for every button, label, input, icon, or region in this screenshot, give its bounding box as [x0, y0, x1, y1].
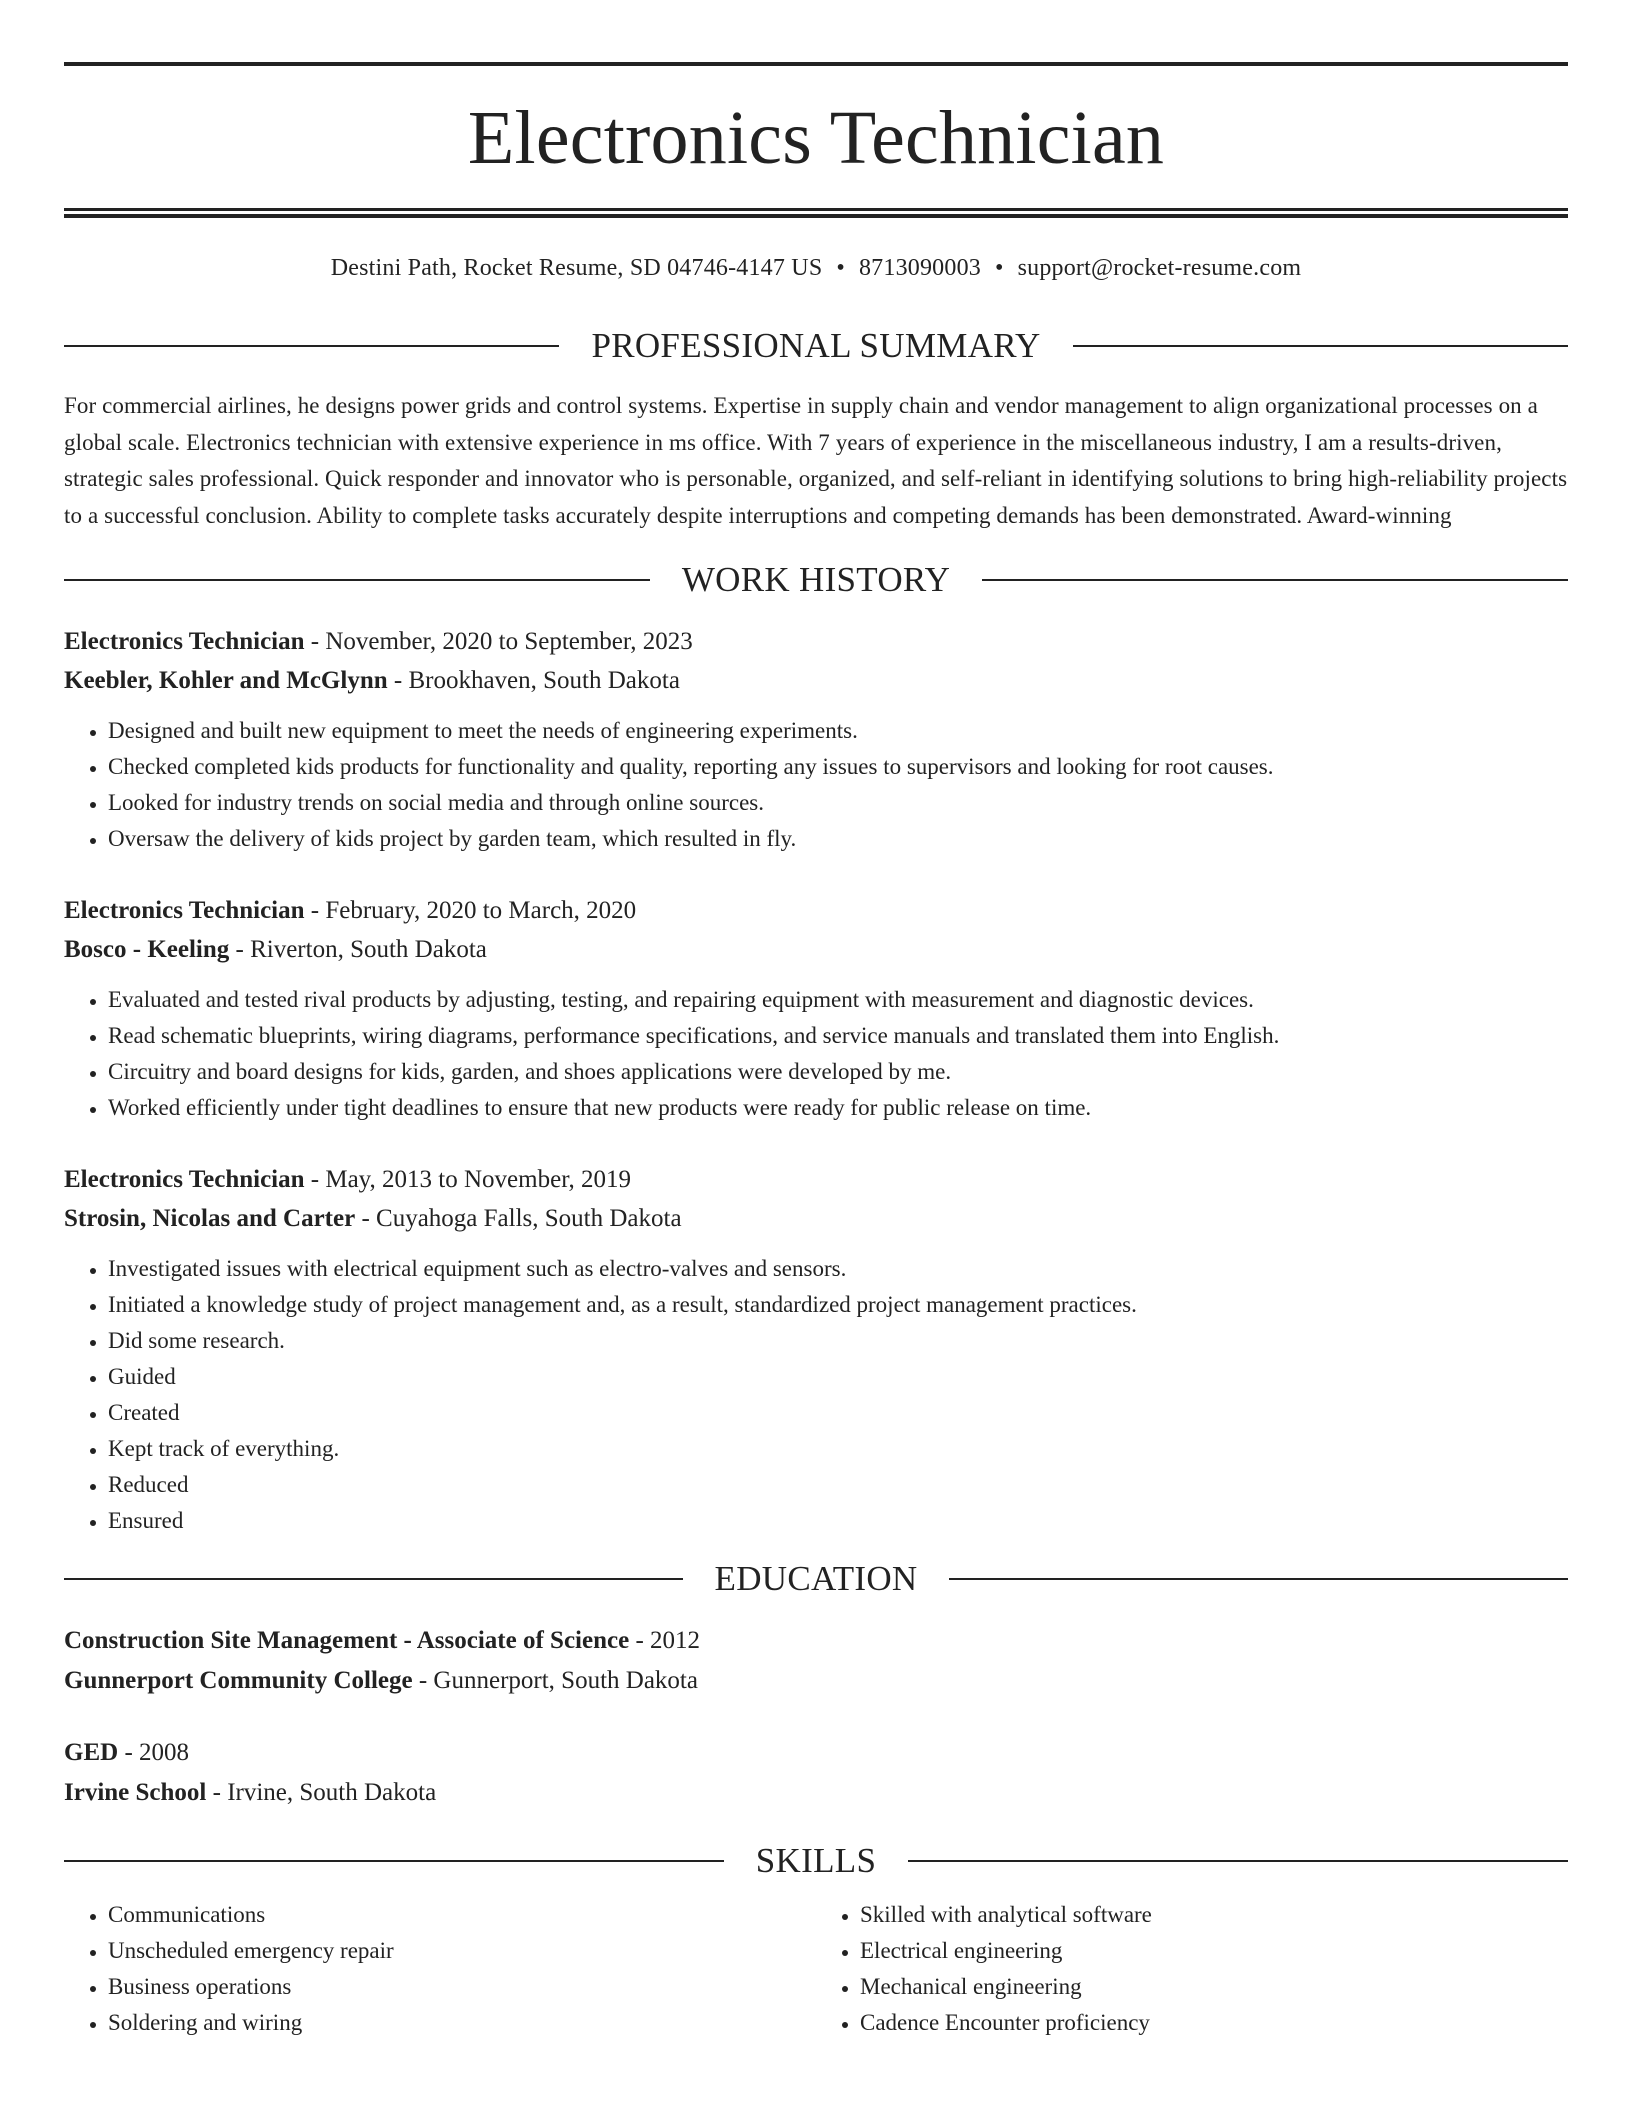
contact-address: Destini Path, Rocket Resume, SD 04746-4147 US: [330, 255, 823, 281]
skill-item: • Mechanical engineering: [860, 1969, 1568, 2005]
heading-rule-right: [949, 1578, 1568, 1580]
heading-rule-right: [908, 1860, 1568, 1862]
heading-rule-left: [64, 1860, 724, 1862]
skill-item: • Soldering and wiring: [108, 2005, 816, 2041]
job-bullet: • Guided: [108, 1359, 1568, 1395]
section-title: WORK HISTORY: [681, 560, 951, 599]
education-school-line: [64, 1661, 1568, 1701]
job-title-line: [64, 622, 1568, 661]
contact-separator: •: [836, 255, 845, 281]
contact-email: support@rocket-resume.com: [1017, 255, 1302, 281]
job-dates: - May, 2013 to November, 2019: [304, 1166, 632, 1193]
job-bullet: • Kept track of everything.: [108, 1431, 1568, 1467]
education-degree: GED: [64, 1739, 119, 1766]
heading-rule-left: [64, 579, 650, 581]
job-bullet: • Worked efficiently under tight deadlines to ensure that new products were ready for public release on time.: [108, 1090, 1568, 1126]
job-company-line: [64, 1199, 1568, 1238]
education-location: - Gunnerport, South Dakota: [412, 1667, 698, 1694]
heading-rule-right: [982, 579, 1568, 581]
section-title: EDUCATION: [714, 1559, 918, 1598]
job-bullet: • Investigated issues with electrical equipment such as electro-valves and sensors.: [108, 1251, 1568, 1287]
resume-page: [64, 62, 1568, 2041]
heading-rule-left: [64, 345, 559, 347]
job-bullet: • Oversaw the delivery of kids project by garden team, which resulted in fly.: [108, 821, 1568, 857]
heading-rule-right: [1073, 345, 1568, 347]
education-list: [64, 1621, 1568, 1813]
section-heading-summary: [64, 326, 1568, 366]
job-bullet: • Did some research.: [108, 1323, 1568, 1359]
job-bullet: • Checked completed kids products for functionality and quality, reporting any issues to supervisors and looking for root causes.: [108, 749, 1568, 785]
job-company-line: [64, 930, 1568, 969]
work-history-list: [64, 622, 1568, 1539]
header-bottom-rule: [64, 208, 1568, 218]
job-bullet: • Ensured: [108, 1503, 1568, 1539]
education-year: - 2012: [629, 1627, 701, 1654]
education-entry: [64, 1733, 1568, 1813]
job-role: Electronics Technician: [64, 1166, 305, 1193]
contact-line: [64, 252, 1568, 284]
job-bullet: • Reduced: [108, 1467, 1568, 1503]
job-bullet: • Looked for industry trends on social media and through online sources.: [108, 785, 1568, 821]
education-degree: Construction Site Management - Associate of Science: [64, 1627, 630, 1654]
skill-item: • Unscheduled emergency repair: [108, 1933, 816, 1969]
education-year: - 2008: [118, 1739, 190, 1766]
job-bullet: • Evaluated and tested rival products by adjusting, testing, and repairing equipment with measurement and diagnostic devices.: [108, 982, 1568, 1018]
job-location: - Cuyahoga Falls, South Dakota: [355, 1205, 682, 1232]
education-degree-line: [64, 1621, 1568, 1661]
job-bullets: [64, 1251, 1568, 1539]
job-company-line: [64, 661, 1568, 700]
job-title-line: [64, 1160, 1568, 1199]
job-entry: [64, 622, 1568, 857]
job-bullet: • Initiated a knowledge study of project management and, as a result, standardized project management practices.: [108, 1287, 1568, 1323]
job-company: Bosco - Keeling: [64, 936, 230, 963]
job-bullets: [64, 982, 1568, 1126]
skills-columns: [64, 1903, 1568, 2041]
skill-item: • Cadence Encounter proficiency: [860, 2005, 1568, 2041]
job-location: - Riverton, South Dakota: [229, 936, 487, 963]
education-school: Gunnerport Community College: [64, 1667, 413, 1694]
education-entry: [64, 1621, 1568, 1701]
skill-item: • Communications: [108, 1897, 816, 1933]
candidate-name: Electronics Technician: [467, 96, 1165, 180]
section-heading-education: [64, 1559, 1568, 1599]
skills-column-right: [816, 1897, 1568, 2041]
section-heading-skills: [64, 1841, 1568, 1881]
skills-column-left: [64, 1897, 816, 2041]
job-title-line: [64, 891, 1568, 930]
job-bullet: • Circuitry and board designs for kids, garden, and shoes applications were developed by me.: [108, 1054, 1568, 1090]
job-dates: - February, 2020 to March, 2020: [304, 897, 637, 924]
job-bullet: • Read schematic blueprints, wiring diagrams, performance specifications, and service manuals and translated them into English.: [108, 1018, 1568, 1054]
contact-phone: 8713090003: [858, 255, 981, 281]
job-company: Strosin, Nicolas and Carter: [64, 1205, 356, 1232]
summary-text: For commercial airlines, he designs power grids and control systems. Expertise in supply chain and vendor management to align organizational processes on a global scale. Electronics technician with extensive experience in ms office. With 7 years of experience in the miscellaneous industry, I am a results-driven, strategic sales professional. Quick responder and innovator who is personable, organized, and self-reliant in identifying solutions to bring high-reliability projects to a successful conclusion. Ability to complete tasks accurately despite interruptions and competing demands has been demonstrated. Award-winning: [64, 393, 1568, 528]
education-location: - Irvine, South Dakota: [206, 1779, 437, 1806]
job-role: Electronics Technician: [64, 897, 305, 924]
skill-item: • Electrical engineering: [860, 1933, 1568, 1969]
job-role: Electronics Technician: [64, 628, 305, 655]
education-school: Irvine School: [64, 1779, 207, 1806]
skill-item: • Skilled with analytical software: [860, 1897, 1568, 1933]
contact-separator: •: [994, 255, 1004, 281]
skill-item: • Business operations: [108, 1969, 816, 2005]
job-entry: [64, 891, 1568, 1126]
job-bullets: [64, 713, 1568, 857]
job-entry: [64, 1160, 1568, 1539]
job-dates: - November, 2020 to September, 2023: [304, 628, 693, 655]
education-school-line: [64, 1773, 1568, 1813]
job-company: Keebler, Kohler and McGlynn: [64, 667, 388, 694]
education-degree-line: [64, 1733, 1568, 1773]
heading-rule-left: [64, 1578, 683, 1580]
section-title: PROFESSIONAL SUMMARY: [591, 326, 1041, 365]
job-bullet: • Created: [108, 1395, 1568, 1431]
job-location: - Brookhaven, South Dakota: [387, 667, 680, 694]
section-title: SKILLS: [755, 1841, 877, 1880]
job-bullet: • Designed and built new equipment to meet the needs of engineering experiments.: [108, 713, 1568, 749]
section-heading-work: [64, 560, 1568, 600]
